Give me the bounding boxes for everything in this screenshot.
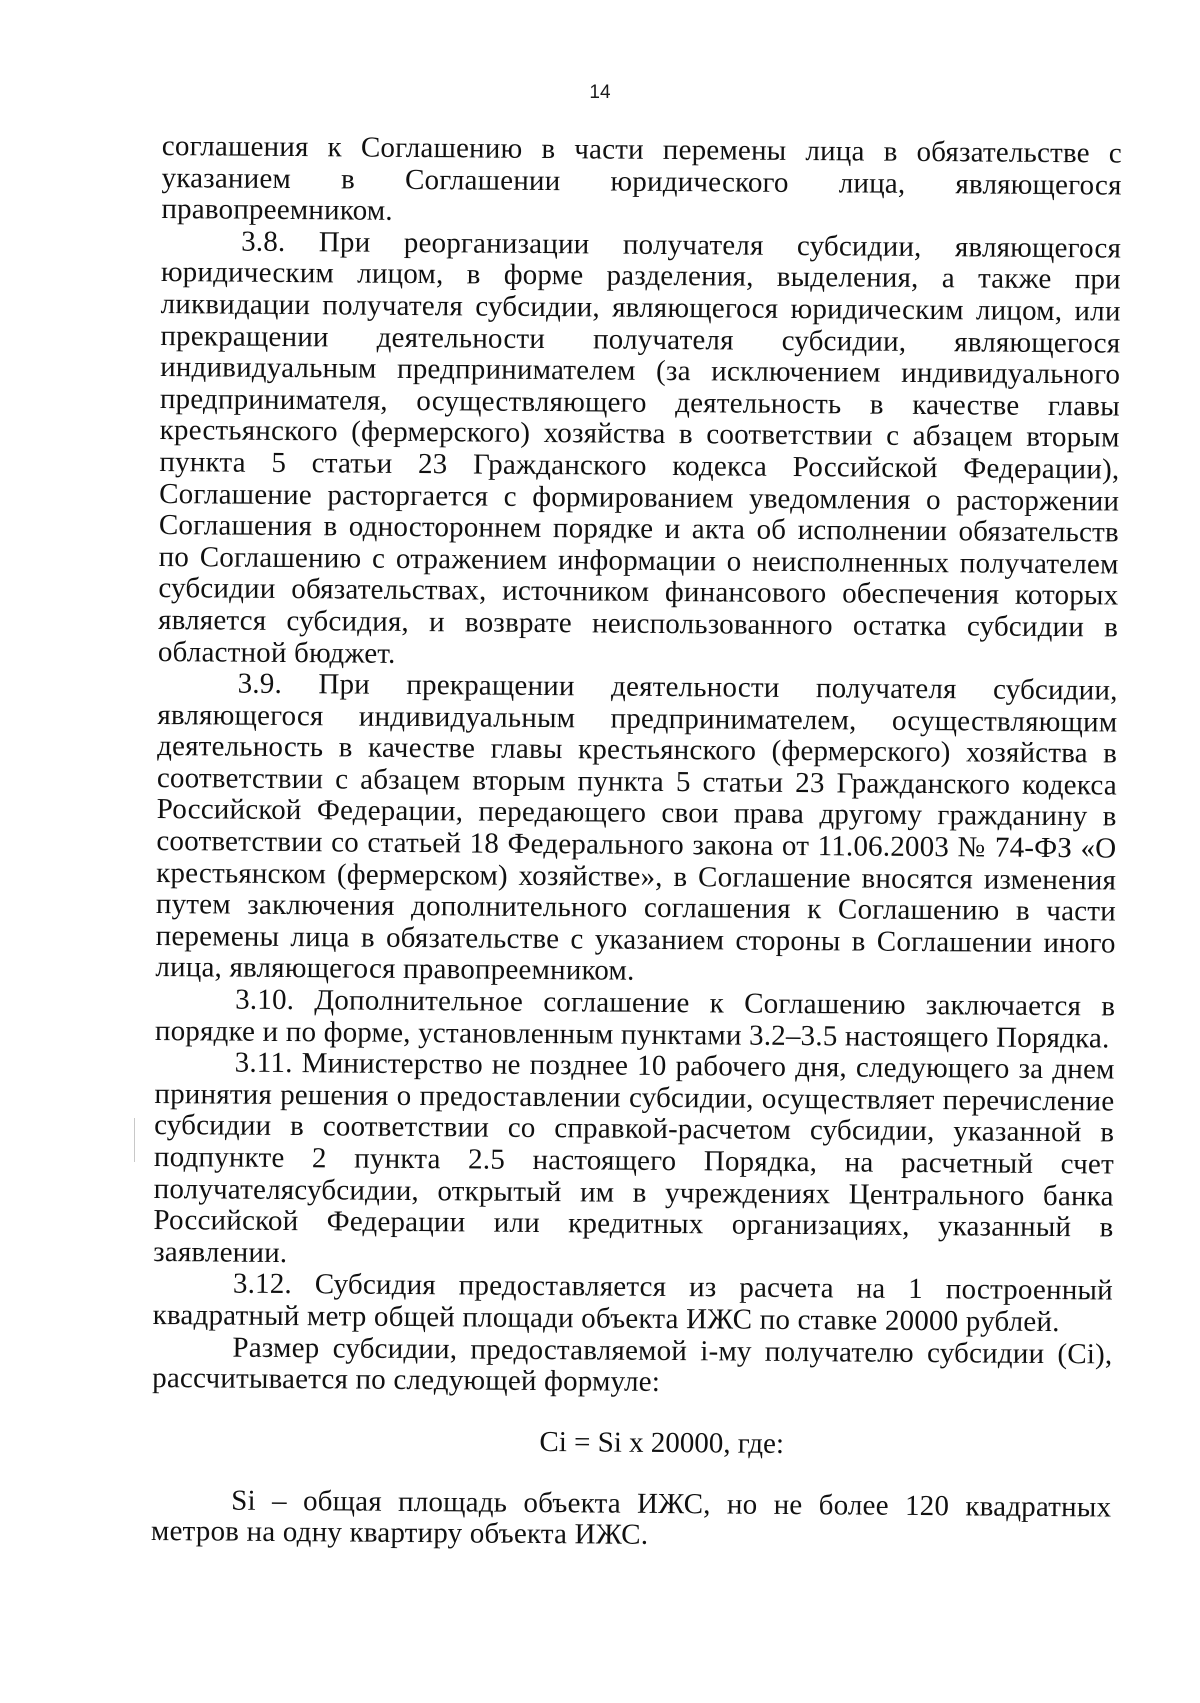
paragraph-clause-3-9: 3.9. При прекращении деятельности получателя субсидии, являющегося индивидуальным предпринимателем, осуществляющим деятельность в качестве главы крестьянского (фермерского) хозяйства в соответствии с абзацем вторым пункта 5 статьи 23 Гражданского кодекса Российской Федерации, передающего свои права другому гражданину в соответствии со статьей 18 Федерального закона от 11.06.2003 № 74-ФЗ «О крестьянском (фермерском) хозяйстве», в Соглашение вносятся изменения путем заключения дополнительного соглашения к Соглашению в части перемены лица в обязательстве с указанием стороны в Соглашении иного лица, являющегося правопреемником. xyxy=(155,667,1118,988)
paragraph-clause-3-8: 3.8. При реорганизации получателя субсидии, являющегося юридическим лицом, в форме разделения, выделения, а также при ликвидации получателя субсидии, являющегося юридическим лицом, или прекращении деятельности получателя субсидии, являющегося индивидуальным предпринимателем (за исключением индивидуального предпринимателя, осуществляющего деятельность в качестве главы крестьянского (фермерского) хозяйства в соответствии с абзацем вторым пункта 5 статьи 23 Гражданского кодекса Российской Федерации), Соглашение расторгается с формированием уведомления о расторжении Соглашения в одностороннем порядке и акта об исполнении обязательств по Соглашению с отражением информации о неисполненных получателем субсидии обязательствах, источником финансового обеспечения которых является субсидия, и возврате неиспользованного остатка субсидии в областной бюджет. xyxy=(157,225,1122,670)
page-number: 14 xyxy=(589,82,611,103)
paragraph-clause-3-12: 3.12. Субсидия предоставляется из расчета на 1 построенный квадратный метр общей площади объекта ИЖС по ставке 20000 рублей. xyxy=(152,1267,1114,1339)
paragraph-clause-3-10: 3.10. Дополнительное соглашение к Соглашению заключается в порядке и по форме, установленным пунктами 3.2–3.5 настоящего Порядка. xyxy=(154,983,1116,1055)
paragraph-si-definition: Si – общая площадь объекта ИЖС, но не более 120 квадратных метров на одну квартиру объекта ИЖС. xyxy=(150,1484,1112,1552)
paragraph-subsidy-size: Размер субсидии, предоставляемой i-му получателю субсидии (Ci), рассчитывается по следующей формуле: xyxy=(152,1331,1113,1399)
document-body xyxy=(151,131,1122,1555)
scan-artifact-line xyxy=(134,1118,135,1162)
paragraph-continuation: соглашения к Соглашению в части перемены лица в обязательстве с указанием в Соглашении юридического лица, являющегося правопреемником. xyxy=(161,130,1122,228)
subsidy-formula: Ci = Si x 20000, где: xyxy=(539,1425,785,1460)
paragraph-clause-3-11: 3.11. Министерство не позднее 10 рабочего дня, следующего за днем принятия решения о предоставлении субсидии, осуществляет перечисление субсидии в соответствии со справкой-расчетом субсидии, указанной в подпункте 2 пункта 2.5 настоящего Порядка, на расчетный счет получателясубсидии, открытый им в учреждениях Центрального банка Российской Федерации или кредитных организациях, указанный в заявлении. xyxy=(153,1046,1115,1269)
